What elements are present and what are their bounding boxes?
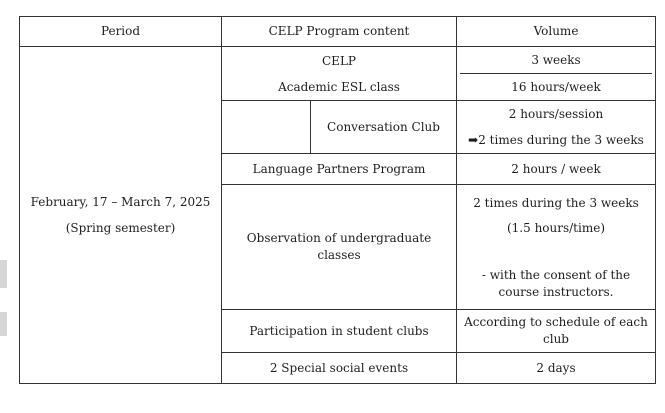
header-row	[20, 17, 656, 47]
observation-label: Observation of undergraduate classes	[222, 185, 457, 310]
period-cell	[20, 47, 222, 384]
student-clubs-volume: According to schedule of each club	[457, 310, 656, 353]
academic-esl-class: Academic ESL class	[278, 79, 400, 94]
conversation-club-label: Conversation Club	[311, 101, 457, 154]
left-edge-mark	[0, 312, 7, 336]
period-semester: (Spring semester)	[65, 221, 176, 235]
observation-note: - with the consent of the course instructors.	[481, 268, 631, 299]
conversation-club-session: 2 hours/session	[508, 107, 604, 121]
period-dates: February, 17 – March 7, 2025	[30, 195, 211, 209]
observation-times: 2 times during the 3 weeks	[473, 196, 639, 210]
observation-hours: (1.5 hours/time)	[506, 221, 606, 235]
conversation-club-times: ➡2 times during the 3 weeks	[468, 133, 644, 147]
language-partners-label: Language Partners Program	[222, 154, 457, 185]
left-edge-mark	[0, 260, 7, 288]
celp-row	[20, 47, 656, 101]
content-header: CELP Program content	[222, 17, 457, 47]
celp-volume-cell	[457, 47, 656, 101]
celp-program-table	[19, 16, 656, 384]
period-header: Period	[20, 17, 222, 47]
social-events-volume: 2 days	[457, 353, 656, 384]
student-clubs-label: Participation in student clubs	[222, 310, 457, 353]
conversation-club-volume-cell	[457, 101, 656, 154]
celp-title: CELP	[322, 53, 356, 68]
social-events-label: 2 Special social events	[222, 353, 457, 384]
volume-header: Volume	[457, 17, 656, 47]
language-partners-volume: 2 hours / week	[457, 154, 656, 185]
celp-volume-weeks: 3 weeks	[460, 47, 652, 74]
celp-content-cell	[222, 47, 457, 101]
celp-continuation-cell	[222, 101, 311, 154]
observation-volume-cell	[457, 185, 656, 310]
celp-volume-hours: 16 hours/week	[511, 80, 601, 94]
